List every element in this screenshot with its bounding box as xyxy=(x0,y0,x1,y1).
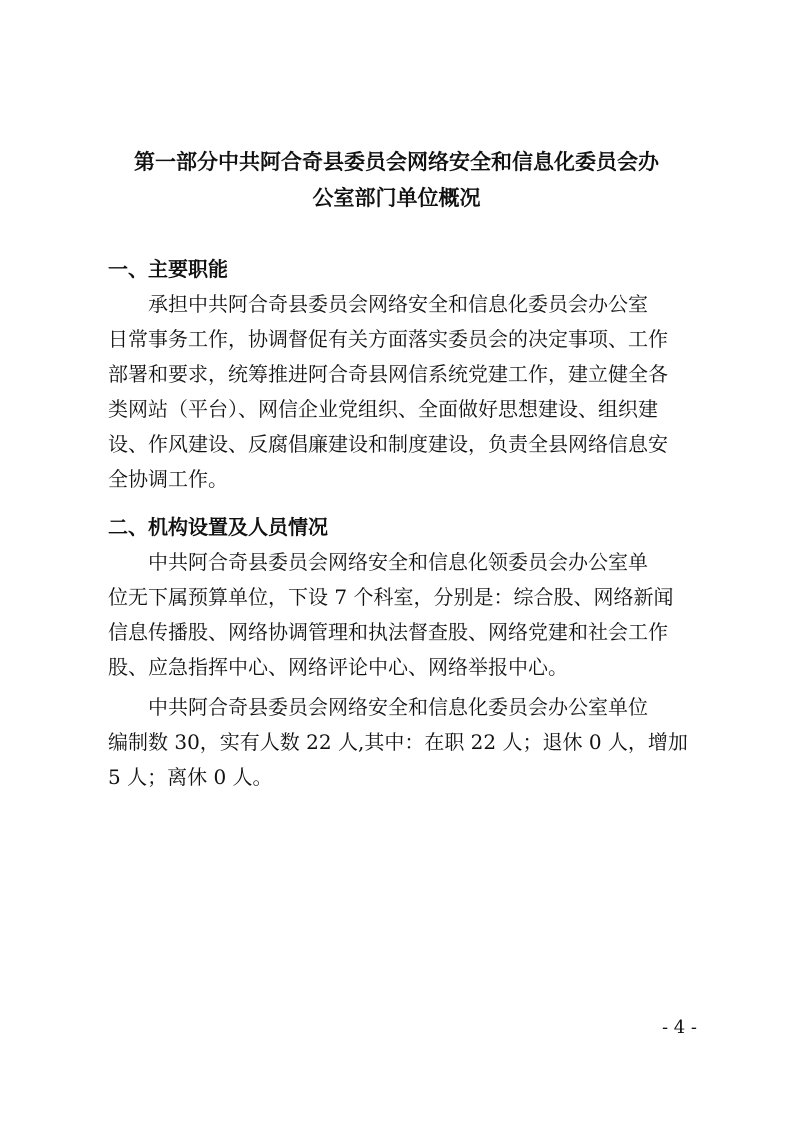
paragraph-line: 股、应急指挥中心、网络评论中心、网络举报中心。 xyxy=(108,655,568,679)
document-title-line-2: 公室部门单位概况 xyxy=(312,186,481,210)
paragraph-line: 承担中共阿合奇县委员会网络安全和信息化委员会办公室 xyxy=(148,292,648,316)
section-heading-organization-staffing: 二、机构设置及人员情况 xyxy=(108,515,328,539)
document-title-line-1: 第一部分中共阿合奇县委员会网络安全和信息化委员会办 xyxy=(134,150,659,174)
paragraph-line: 中共阿合奇县委员会网络安全和信息化委员会办公室单位 xyxy=(148,695,648,719)
paragraph-line: 全协调工作。 xyxy=(108,467,228,491)
paragraph-line: 类网站（平台）、网信企业党组织、全面做好思想建设、组织建 xyxy=(108,397,658,421)
paragraph-line: 信息传播股、网络协调管理和执法督查股、网络党建和社会工作 xyxy=(108,620,668,644)
paragraph-line: 部署和要求，统筹推进阿合奇县网信系统党建工作，建立健全各 xyxy=(108,362,668,386)
paragraph-line: 位无下属预算单位，下设 7 个科室，分别是：综合股、网络新闻 xyxy=(108,585,674,609)
paragraph-line: 编制数 30，实有人数 22 人,其中：在职 22 人；退休 0 人，增加 xyxy=(108,730,688,754)
paragraph-line: 设、作风建设、反腐倡廉建设和制度建设，负责全县网络信息安 xyxy=(108,432,668,456)
paragraph-line: 日常事务工作，协调督促有关方面落实委员会的决定事项、工作 xyxy=(108,327,668,351)
section-heading-main-functions: 一、主要职能 xyxy=(108,257,228,281)
paragraph-line: 中共阿合奇县委员会网络安全和信息化领委员会办公室单 xyxy=(148,550,648,574)
page-number: - 4 - xyxy=(661,1017,697,1038)
paragraph-line: 5 人；离休 0 人。 xyxy=(108,765,273,789)
